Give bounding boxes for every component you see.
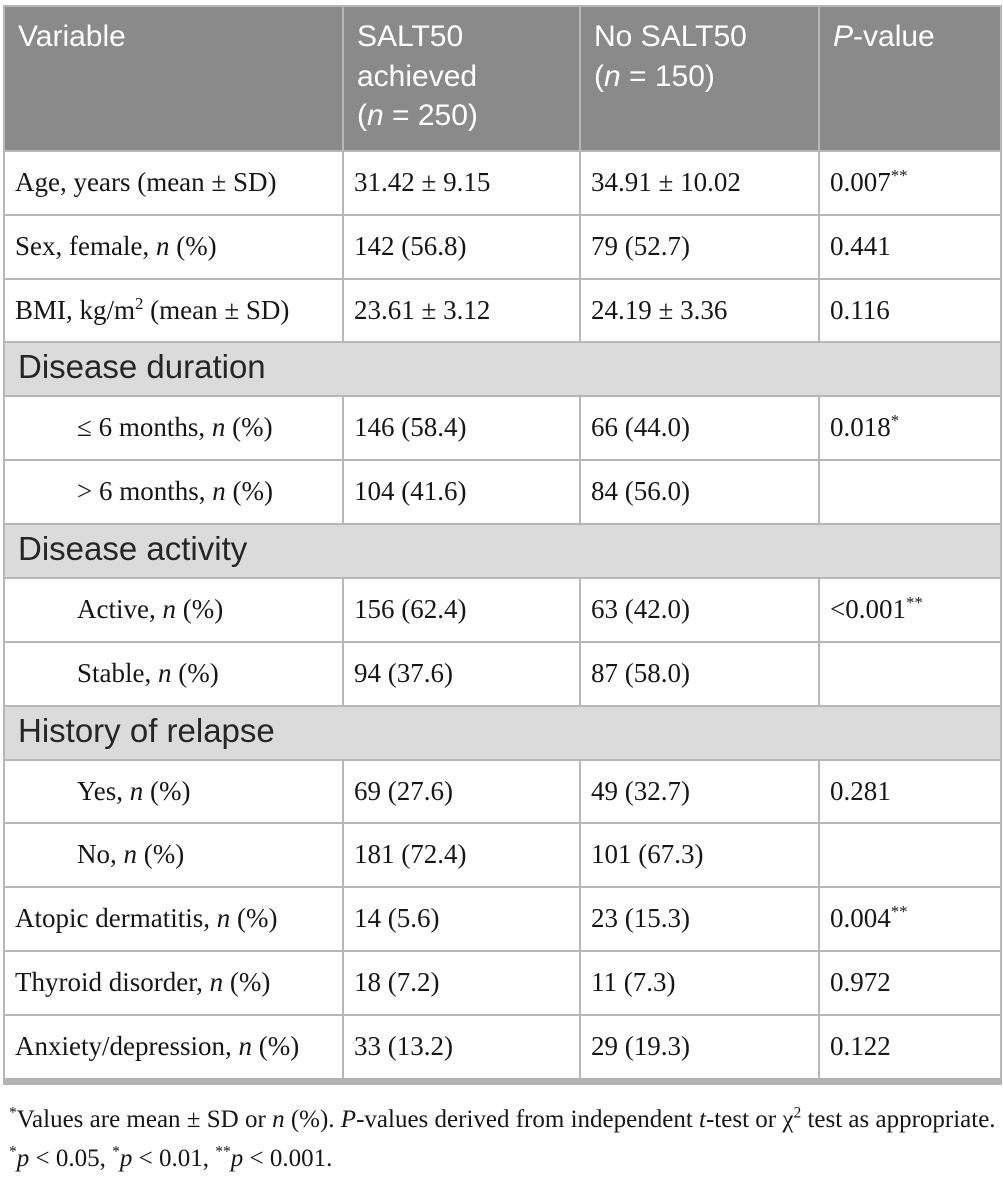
table-body <box>4 151 1001 1082</box>
column-header-variable: Variable <box>4 6 343 151</box>
nosalt50-value-cell: 63 (42.0) <box>580 578 819 642</box>
variable-cell: Active, n (%) <box>4 578 343 642</box>
salt50-value-cell: 18 (7.2) <box>343 951 580 1015</box>
table-row <box>4 460 1001 524</box>
nosalt50-value-cell: 34.91 ± 10.02 <box>580 151 819 215</box>
table-row <box>4 642 1001 706</box>
nosalt50-value-cell: 49 (32.7) <box>580 760 819 824</box>
pvalue-cell: <0.001** <box>819 578 1001 642</box>
variable-cell: BMI, $kg/m^2$ (mean ± SD) <box>4 279 343 343</box>
nosalt50-value-cell: 84 (56.0) <box>580 460 819 524</box>
column-header-pvalue: P-value <box>819 6 1001 151</box>
table-row <box>4 279 1001 343</box>
table-header <box>4 6 1001 151</box>
variable-cell: Age, years (mean ± SD) <box>4 151 343 215</box>
section-header: Disease activity <box>4 524 1001 578</box>
nosalt50-value-cell: 11 (7.3) <box>580 951 819 1015</box>
nosalt50-value-cell: 24.19 ± 3.36 <box>580 279 819 343</box>
table-row <box>4 578 1001 642</box>
salt50-value-cell: 181 (72.4) <box>343 823 580 887</box>
pvalue-cell: 0.116 <box>819 279 1001 343</box>
section-row <box>4 342 1001 396</box>
pvalue-cell: 0.007** <box>819 151 1001 215</box>
pvalue-cell: 0.122 <box>819 1015 1001 1081</box>
table-row <box>4 215 1001 279</box>
table-row <box>4 1015 1001 1081</box>
salt50-value-cell: 104 (41.6) <box>343 460 580 524</box>
variable-cell: Thyroid disorder, n (%) <box>4 951 343 1015</box>
table-row <box>4 823 1001 887</box>
section-row <box>4 706 1001 760</box>
variable-cell: Yes, n (%) <box>4 760 343 824</box>
variable-cell: Stable, n (%) <box>4 642 343 706</box>
variable-cell: Sex, female, n (%) <box>4 215 343 279</box>
table-header-row <box>4 6 1001 151</box>
salt50-value-cell: 14 (5.6) <box>343 887 580 951</box>
salt50-value-cell: 94 (37.6) <box>343 642 580 706</box>
salt50-value-cell: 156 (62.4) <box>343 578 580 642</box>
variable-cell: > 6 months, n (%) <box>4 460 343 524</box>
pvalue-cell: 0.004** <box>819 887 1001 951</box>
nosalt50-value-cell: 66 (44.0) <box>580 396 819 460</box>
nosalt50-value-cell: 87 (58.0) <box>580 642 819 706</box>
nosalt50-value-cell: 79 (52.7) <box>580 215 819 279</box>
salt50-value-cell: 23.61 ± 3.12 <box>343 279 580 343</box>
salt50-value-cell: 146 (58.4) <box>343 396 580 460</box>
pvalue-cell <box>819 823 1001 887</box>
section-row <box>4 524 1001 578</box>
table-row <box>4 887 1001 951</box>
nosalt50-value-cell: 101 (67.3) <box>580 823 819 887</box>
nosalt50-value-cell: 29 (19.3) <box>580 1015 819 1081</box>
salt50-value-cell: 31.42 ± 9.15 <box>343 151 580 215</box>
pvalue-cell <box>819 460 1001 524</box>
variable-cell: No, n (%) <box>4 823 343 887</box>
baseline-characteristics-table <box>3 5 1002 1085</box>
table-footnote: *Values are mean ± SD or n (%). P-values derived from independent t-test or $\chi^2$ test as appropriate. *p < 0.05, *p < 0.01, **p < 0.001. <box>9 1104 996 1173</box>
salt50-value-cell: 33 (13.2) <box>343 1015 580 1081</box>
variable-cell: ≤ 6 months, n (%) <box>4 396 343 460</box>
pvalue-cell: 0.441 <box>819 215 1001 279</box>
variable-cell: Anxiety/depression, n (%) <box>4 1015 343 1081</box>
salt50-value-cell: 142 (56.8) <box>343 215 580 279</box>
nosalt50-value-cell: 23 (15.3) <box>580 887 819 951</box>
table-row <box>4 151 1001 215</box>
section-header: Disease duration <box>4 342 1001 396</box>
pvalue-cell: 0.972 <box>819 951 1001 1015</box>
table-row <box>4 951 1001 1015</box>
pvalue-cell: 0.018* <box>819 396 1001 460</box>
variable-cell: Atopic dermatitis, n (%) <box>4 887 343 951</box>
pvalue-cell <box>819 642 1001 706</box>
section-header: History of relapse <box>4 706 1001 760</box>
table-row <box>4 760 1001 824</box>
table-row <box>4 396 1001 460</box>
column-header-salt50: SALT50 achieved (n = 250) <box>343 6 580 151</box>
column-header-nosalt50: No SALT50 (n = 150) <box>580 6 819 151</box>
pvalue-cell: 0.281 <box>819 760 1001 824</box>
salt50-value-cell: 69 (27.6) <box>343 760 580 824</box>
